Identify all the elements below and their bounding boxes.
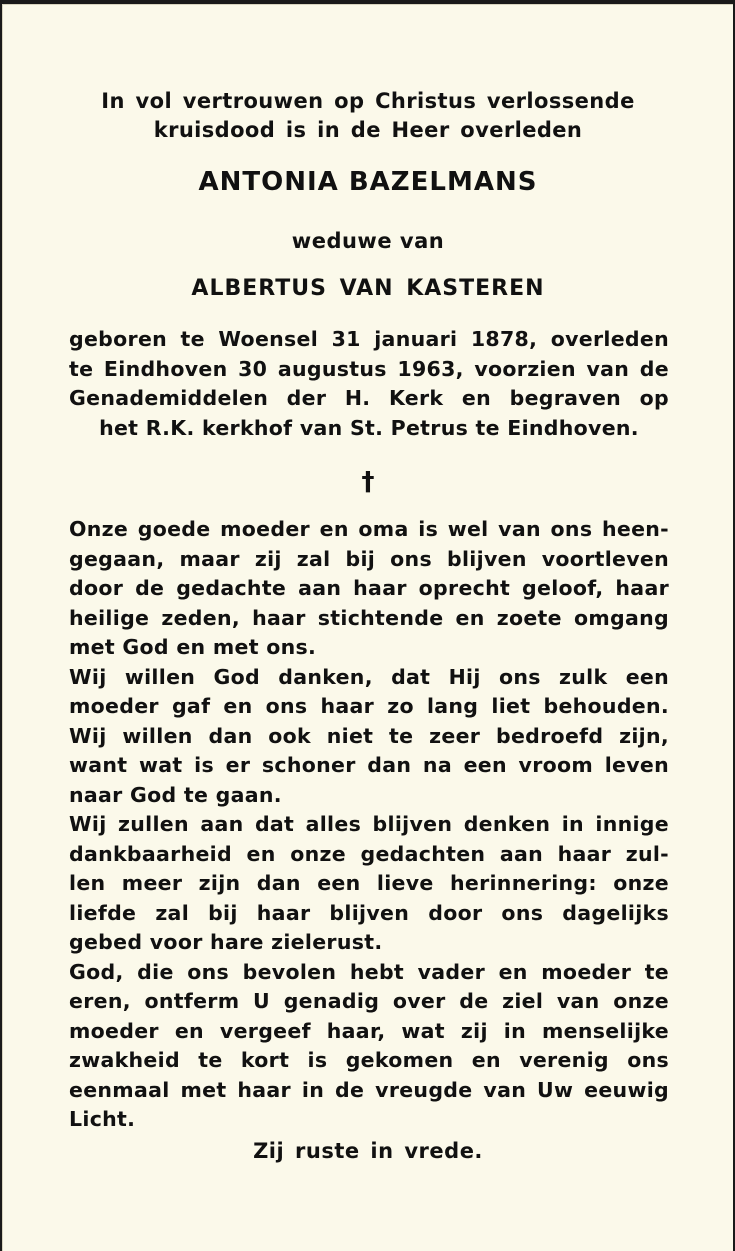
body-line: naar God te gaan. — [69, 782, 282, 807]
body-line: len meer zijn dan een lieve herinnering: onze — [69, 871, 669, 895]
body-line: heilige zeden, haar stichtende en zoete omgang — [69, 605, 669, 630]
biography-paragraph — [69, 325, 669, 443]
intro-line-2: kruisdood is in de Heer overleden — [153, 118, 583, 142]
body-line: eren, ontferm U genadig over de ziel van onze — [69, 989, 669, 1013]
body-line: liefde zal bij haar blijven door ons dagelijks — [69, 900, 669, 925]
body-line: moeder gaf en ons haar zo lang liet behouden. — [69, 694, 669, 718]
body-line: met God en met ons. — [69, 635, 317, 659]
bio-line: het R.K. kerkhof van St. Petrus te Eindhoven. — [99, 415, 639, 440]
body-line: door de gedachte aan haar oprecht geloof, haar — [69, 576, 669, 600]
bio-line: geboren te Woensel 31 januari 1878, overleden — [69, 327, 669, 351]
bio-line: Genademiddelen der H. Kerk en begraven op — [69, 386, 669, 410]
body-line: Wij willen dan ook niet te zeer bedroefd zijn, — [69, 723, 669, 748]
body-line: want wat is er schoner dan na een vroom leven — [69, 753, 669, 777]
body-line: gegaan, maar zij zal bij ons blijven voortleven — [69, 546, 669, 571]
closing-line: Zij ruste in vrede. — [253, 1139, 483, 1163]
husband-name: ALBERTUS VAN KASTEREN — [191, 276, 545, 301]
body-line: God, die ons bevolen hebt vader en moeder te — [69, 959, 669, 984]
memorial-text — [69, 515, 669, 1135]
intro-line-1: In vol vertrouwen op Christus verlossende — [101, 89, 635, 113]
body-line: Licht. — [69, 1107, 136, 1131]
relation-text: weduwe van — [291, 229, 445, 253]
cross-icon: † — [361, 467, 375, 497]
deceased-name: ANTONIA BAZELMANS — [198, 167, 538, 197]
body-line: gebed voor hare zielerust. — [69, 930, 383, 954]
body-line: eenmaal met haar in de vreugde van Uw eeuwig — [69, 1077, 669, 1102]
body-line: moeder en vergeef haar, wat zij in menselijke — [69, 1018, 669, 1043]
body-line: Wij zullen aan dat alles blijven denken in innige — [69, 812, 669, 836]
body-line: Wij willen God danken, dat Hij ons zulk een — [69, 664, 669, 689]
body-line: zwakheid te kort is gekomen en verenig ons — [69, 1048, 669, 1072]
body-line: Onze goede moeder en oma is wel van ons heen- — [69, 517, 669, 541]
body-line: dankbaarheid en onze gedachten aan haar zul- — [69, 841, 669, 866]
memorial-card — [2, 4, 733, 1251]
bio-line: te Eindhoven 30 augustus 1963, voorzien van de — [69, 356, 669, 381]
